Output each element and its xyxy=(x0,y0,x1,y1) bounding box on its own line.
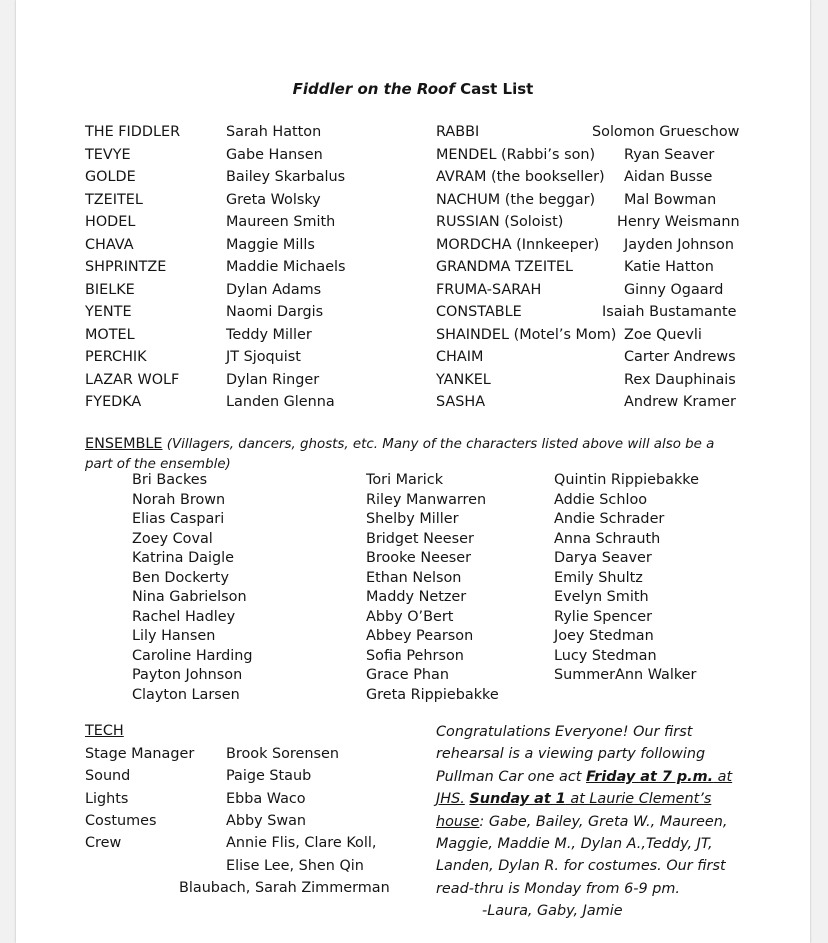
cast-role: MOTEL xyxy=(85,326,135,343)
cast-role: HODEL xyxy=(85,214,136,230)
cast-actor: Andrew Kramer xyxy=(624,394,736,410)
ensemble-member: Abby O’Bert xyxy=(366,608,454,625)
cast-actor: Sarah Hatton xyxy=(226,124,322,140)
ensemble-heading: ENSEMBLE (Villagers, dancers, ghosts, etc. Many of the characters listed above will also be a part of the ensemble) xyxy=(85,436,715,472)
cast-role: GOLDE xyxy=(85,169,136,185)
tech-person: Ebba Waco xyxy=(226,790,306,807)
ensemble-member: SummerAnn Walker xyxy=(554,667,697,683)
tech-role: Costumes xyxy=(85,812,157,829)
cast-role: YANKEL xyxy=(436,371,491,388)
cast-role: MENDEL (Rabbi’s son) xyxy=(436,146,596,163)
ensemble-member: Anna Schrauth xyxy=(554,530,661,547)
ensemble-member: Tori Marick xyxy=(366,472,444,488)
ensemble-member: Darya Seaver xyxy=(554,550,652,566)
ensemble-member: Addie Schloo xyxy=(554,491,648,508)
cast-actor: Landen Glenna xyxy=(226,394,335,410)
cast-actor: Bailey Skarbalus xyxy=(226,169,346,185)
cast-role: LAZAR WOLF xyxy=(85,371,180,388)
cast-actor: Maggie Mills xyxy=(226,236,315,253)
cast-role: SHPRINTZE xyxy=(85,259,167,275)
cast-role: THE FIDDLER xyxy=(85,124,181,140)
ensemble-member: Elias Caspari xyxy=(132,511,225,527)
cast-actor: Solomon Grueschow xyxy=(592,124,740,140)
ensemble-member: Sofia Pehrson xyxy=(366,647,464,664)
ensemble-member: Zoey Coval xyxy=(132,530,213,547)
ensemble-member: Norah Brown xyxy=(132,491,226,508)
cast-actor: Carter Andrews xyxy=(624,349,736,365)
cast-role: RUSSIAN (Soloist) xyxy=(436,214,564,230)
cast-actor: Dylan Adams xyxy=(226,281,322,298)
ensemble-member: Caroline Harding xyxy=(132,647,253,664)
ensemble-member: Clayton Larsen xyxy=(132,686,240,703)
cast-actor: Naomi Dargis xyxy=(226,304,324,320)
cast-role: TEVYE xyxy=(85,146,131,163)
document-page xyxy=(16,0,810,943)
cast-role: AVRAM (the bookseller) xyxy=(436,169,605,185)
ensemble-member: Evelyn Smith xyxy=(554,589,649,605)
ensemble-member: Abbey Pearson xyxy=(366,628,474,644)
tech-person: Annie Flis, Clare Koll, xyxy=(226,835,377,852)
cast-role: RABBI xyxy=(436,124,480,140)
tech-role: Crew xyxy=(85,835,122,852)
ensemble-member: Lily Hansen xyxy=(132,628,216,644)
ensemble-member: Nina Gabrielson xyxy=(132,589,247,605)
cast-actor: Katie Hatton xyxy=(624,259,714,275)
signature: -Laura, Gaby, Jamie xyxy=(482,903,623,920)
ensemble-member: Emily Shultz xyxy=(554,569,643,586)
cast-actor: Dylan Ringer xyxy=(226,371,320,388)
ensemble-member: Riley Manwarren xyxy=(366,491,487,508)
cast-actor: Teddy Miller xyxy=(226,326,312,343)
ensemble-member: Bridget Neeser xyxy=(366,530,474,547)
ensemble-member: Payton Johnson xyxy=(132,667,243,683)
ensemble-member: Grace Phan xyxy=(366,667,449,683)
crew-continued-2: Blaubach, Sarah Zimmerman xyxy=(179,880,390,896)
cast-actor: Greta Wolsky xyxy=(226,191,321,208)
tech-person: Abby Swan xyxy=(226,812,307,829)
cast-role: CHAIM xyxy=(436,349,484,365)
cast-actor: Henry Weismann xyxy=(617,214,740,230)
ensemble-member: Greta Rippiebakke xyxy=(366,686,499,703)
cast-role: PERCHIK xyxy=(85,349,147,365)
ensemble-member: Andie Schrader xyxy=(554,511,665,527)
cast-actor: Ginny Ogaard xyxy=(624,281,724,298)
tech-person: Brook Sorensen xyxy=(226,746,339,762)
tech-heading: TECH xyxy=(85,723,124,739)
ensemble-member: Rylie Spencer xyxy=(554,608,653,625)
ensemble-member: Katrina Daigle xyxy=(132,550,234,566)
cast-actor: Ryan Seaver xyxy=(624,146,715,163)
tech-role: Stage Manager xyxy=(85,746,195,762)
cast-role: BIELKE xyxy=(85,281,135,298)
ensemble-member: Rachel Hadley xyxy=(132,608,236,625)
ensemble-member: Bri Backes xyxy=(132,472,208,488)
cast-actor: Mal Bowman xyxy=(624,191,717,208)
cast-role: SASHA xyxy=(436,394,486,410)
ensemble-member: Maddy Netzer xyxy=(366,589,467,605)
ensemble-member: Shelby Miller xyxy=(366,511,459,527)
cast-role: YENTE xyxy=(85,304,132,320)
cast-actor: Jayden Johnson xyxy=(624,236,734,253)
cast-actor: JT Sjoquist xyxy=(226,349,301,365)
cast-role: MORDCHA (Innkeeper) xyxy=(436,236,600,253)
cast-role: GRANDMA TZEITEL xyxy=(436,259,573,275)
ensemble-member: Joey Stedman xyxy=(554,628,654,644)
cast-actor: Zoe Quevli xyxy=(624,326,702,343)
cast-actor: Maddie Michaels xyxy=(226,259,346,275)
cast-role: TZEITEL xyxy=(85,191,143,208)
cast-role: FRUMA-SARAH xyxy=(436,281,542,298)
tech-role: Sound xyxy=(85,768,131,785)
cast-role: SHAINDEL (Motel’s Mom) xyxy=(436,326,617,343)
cast-actor: Maureen Smith xyxy=(226,214,336,230)
cast-role: CONSTABLE xyxy=(436,304,522,320)
ensemble-member: Brooke Neeser xyxy=(366,550,472,566)
ensemble-member: Ethan Nelson xyxy=(366,569,462,586)
cast-role: CHAVA xyxy=(85,236,134,253)
cast-actor: Aidan Busse xyxy=(624,169,713,185)
page-title: Fiddler on the Roof Cast List xyxy=(292,80,534,98)
cast-role: NACHUM (the beggar) xyxy=(436,191,596,208)
tech-person: Paige Staub xyxy=(226,768,312,785)
cast-role: FYEDKA xyxy=(85,394,142,410)
ensemble-member: Quintin Rippiebakke xyxy=(554,472,699,488)
ensemble-member: Ben Dockerty xyxy=(132,569,229,586)
announcement-message: Congratulations Everyone! Our first rehearsal is a viewing party following Pullman Car one act Friday at 7 p.m. at JHS. Sunday at 1 at Laurie Clement’s house: Gabe, Bailey, Greta W., Maureen, Maggie, Maddie M., Dylan A.,Teddy, JT, Landen, Dylan R. for costumes. Our first read-thru is Monday from 6-9 pm. -Laura, Gaby, Jamie xyxy=(436,721,756,923)
cast-actor: Gabe Hansen xyxy=(226,146,323,163)
tech-role: Lights xyxy=(85,790,129,807)
crew-continued-1: Elise Lee, Shen Qin xyxy=(226,858,364,874)
cast-actor: Isaiah Bustamante xyxy=(602,304,737,320)
ensemble-member: Lucy Stedman xyxy=(554,647,657,664)
cast-actor: Rex Dauphinais xyxy=(624,371,736,388)
